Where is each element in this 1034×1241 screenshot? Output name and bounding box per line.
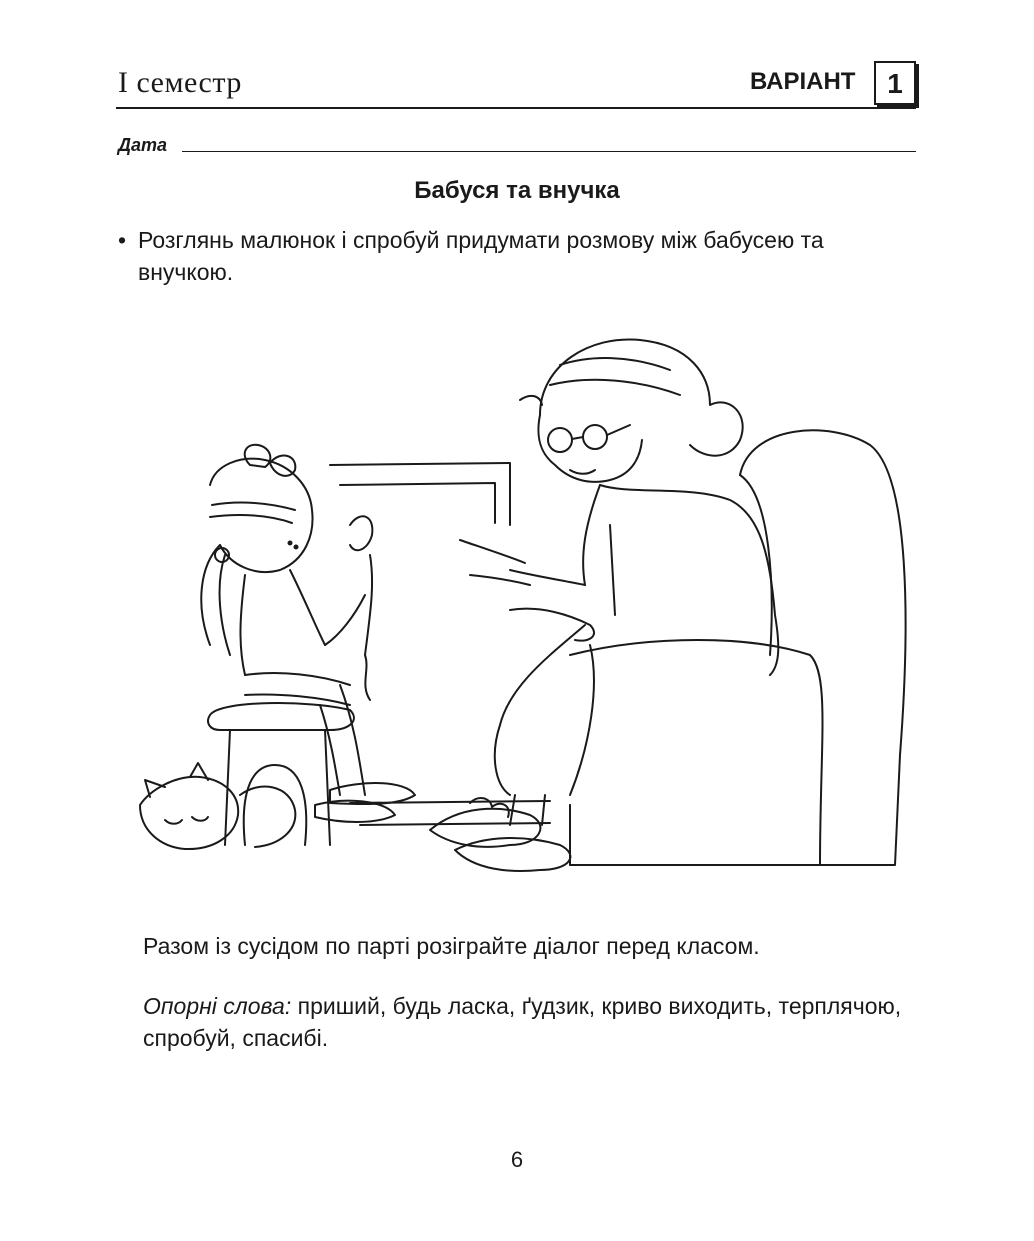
variant-label: ВАРІАНТ bbox=[750, 68, 856, 95]
roleplay-instruction: Разом із сусідом по парті розіграйте діалог перед класом. bbox=[143, 933, 760, 959]
date-write-line[interactable] bbox=[182, 151, 916, 152]
illustration-grandmother-granddaughter bbox=[130, 325, 930, 885]
task-text: Розглянь малюнок і спробуй придумати розмову між бабусею та внучкою. bbox=[138, 227, 824, 285]
armchair bbox=[570, 430, 906, 865]
keywords-label: Опорні слова: bbox=[143, 993, 292, 1019]
semester-label: І семестр bbox=[118, 66, 242, 99]
girl bbox=[201, 445, 415, 822]
keywords-text: приший, будь ласка, ґудзик, криво виходить, терплячою, спробуй, спасибі. bbox=[143, 993, 902, 1051]
bullet-marker: • bbox=[118, 227, 127, 253]
task-instruction bbox=[118, 224, 918, 288]
date-label: Дата bbox=[118, 135, 168, 155]
page-title: Бабуся та внучка bbox=[414, 177, 620, 204]
cat bbox=[140, 763, 295, 849]
background-lines bbox=[330, 463, 550, 825]
stool bbox=[208, 703, 354, 845]
header-divider bbox=[116, 107, 916, 109]
variant-number-box: 1 bbox=[874, 61, 916, 105]
page-number: 6 bbox=[510, 1147, 524, 1172]
keywords-paragraph bbox=[143, 990, 918, 1054]
grandmother bbox=[430, 339, 778, 871]
